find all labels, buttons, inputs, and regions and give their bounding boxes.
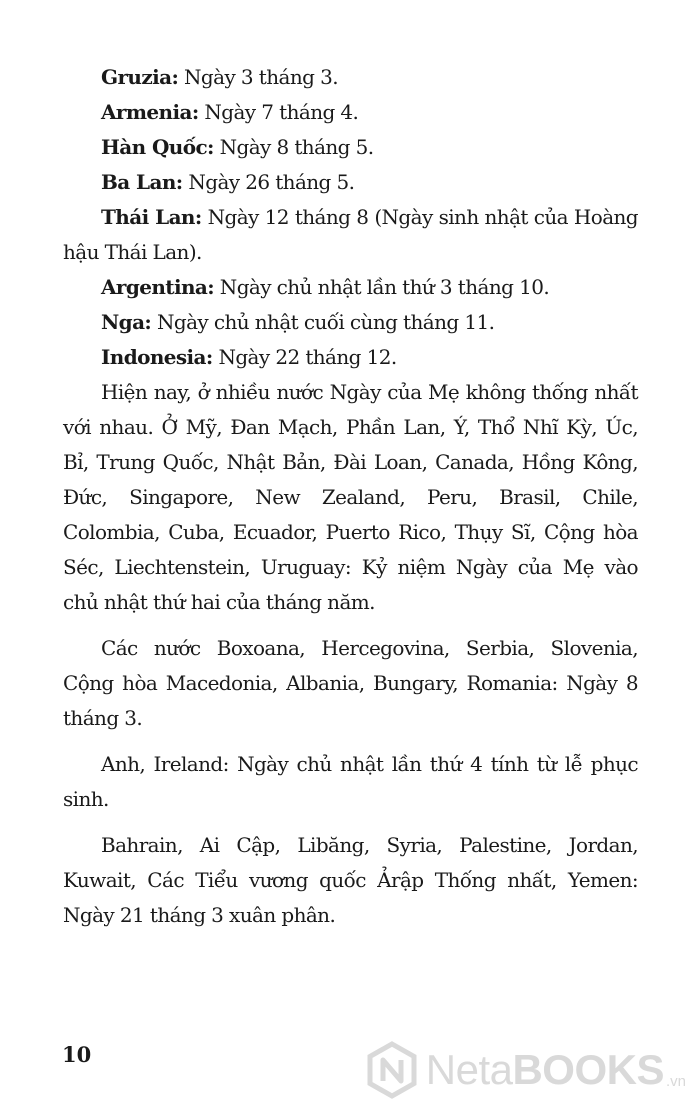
country-name: Thái Lan: <box>101 205 202 229</box>
country-name: Argentina: <box>101 275 215 299</box>
watermark-text <box>425 1046 664 1093</box>
country-date: Ngày 7 tháng 4. <box>198 100 359 124</box>
country-name: Hàn Quốc: <box>101 135 214 159</box>
country-date: Ngày 26 tháng 5. <box>182 170 355 194</box>
country-date: Ngày 8 tháng 5. <box>213 135 374 159</box>
page-number: 10 <box>62 1042 92 1067</box>
paragraph: Hiện nay, ở nhiều nước Ngày của Mẹ không thống nhất với nhau. Ở Mỹ, Đan Mạch, Phần Lan, Ý, Thổ Nhĩ Kỳ, Úc, Bỉ, Trung Quốc, Nhật Bản, Đài Loan, Canada, Hồng Kông, Đức, Singapore, New Zealand, Peru, Brasil, Chile, Colombia, Cuba, Ecuador, Puerto Rico, Thụy Sĩ, Cộng hòa Séc, Liechtenstein, Uruguay: Kỷ niệm Ngày của Mẹ vào chủ nhật thứ hai của tháng năm. <box>63 380 638 614</box>
country-name: Ba Lan: <box>101 170 183 194</box>
country-date: Ngày 3 tháng 3. <box>178 65 338 89</box>
country-date: Ngày 12 tháng 8 (Ngày sinh nhật của Hoàng hậu Thái Lan). <box>63 205 639 264</box>
list-item <box>63 305 638 340</box>
list-item <box>63 165 638 200</box>
list-item <box>63 60 638 95</box>
country-name: Armenia: <box>101 100 199 124</box>
list-item <box>63 130 638 165</box>
country-name: Indonesia: <box>101 345 213 369</box>
country-name: Gruzia: <box>101 65 179 89</box>
paragraph: Các nước Boxoana, Hercegovina, Serbia, Slovenia, Cộng hòa Macedonia, Albania, Bungary, Romania: Ngày 8 tháng 3. <box>63 636 638 730</box>
country-name: Nga: <box>101 310 152 334</box>
list-item <box>63 340 638 375</box>
list-item <box>63 200 638 270</box>
list-item <box>63 270 638 305</box>
watermark-part2: BOOKS <box>512 1046 664 1093</box>
watermark <box>366 1040 686 1100</box>
paragraph: Bahrain, Ai Cập, Libăng, Syria, Palestine, Jordan, Kuwait, Các Tiểu vương quốc Ảrập Thống nhất, Yemen: Ngày 21 tháng 3 xuân phân. <box>63 833 638 927</box>
country-date: Ngày 22 tháng 12. <box>212 345 397 369</box>
list-item <box>63 95 638 130</box>
country-date: Ngày chủ nhật cuối cùng tháng 11. <box>151 310 495 334</box>
country-date: Ngày chủ nhật lần thứ 3 tháng 10. <box>214 275 550 299</box>
paragraph: Anh, Ireland: Ngày chủ nhật lần thứ 4 tính từ lễ phục sinh. <box>63 752 638 811</box>
netabooks-logo-icon <box>366 1041 418 1099</box>
page-text <box>63 60 638 933</box>
watermark-suffix: .vn <box>665 1073 686 1090</box>
watermark-part1: Neta <box>425 1046 513 1093</box>
